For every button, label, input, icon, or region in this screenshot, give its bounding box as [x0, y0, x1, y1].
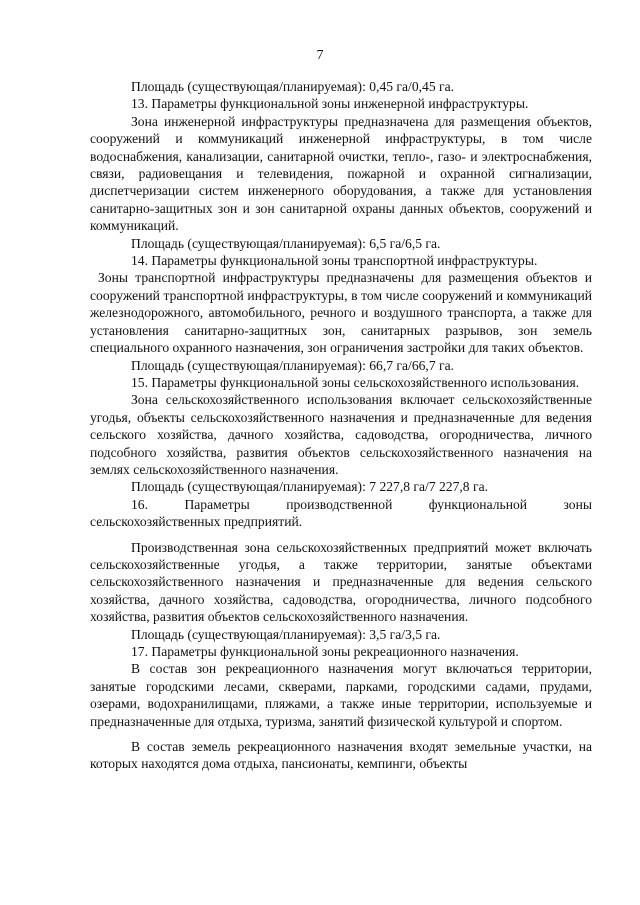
engineering-zone-paragraph: Зона инженерной инфраструктуры предназначена для размещения объектов, сооружений и коммуникаций инженерной инфраструктуры, в том числе водоснабжения, канализации, санитарной очистки, тепло-, газо- и электроснабжения, связи, радиовещания и телевидения, пожарной и охранной сигнализации, диспетчеризации систем инженерного оборудования, а также для установления санитарно-защитных зон и зон санитарной охраны данных объектов, сооружений и коммуникаций.	[90, 113, 592, 234]
page-number: 7	[316, 47, 324, 62]
production-zone-paragraph: Производственная зона сельскохозяйственных предприятий может включать сельскохозяйственные угодья, а также территории, занятые объектами сельскохозяйственного назначения и предназначенные для ведения сельского хозяйства, дачного хозяйства, садоводства, огородничества, личного подсобного хозяйства, развития объектов сельскохозяйственного назначения.	[90, 539, 592, 625]
recreation-lands-paragraph: В состав земель рекреационного назначения входят земельные участки, на которых находятся дома отдыха, пансионаты, кемпинги, объекты	[90, 739, 592, 772]
area-paragraph-12: Площадь (существующая/планируемая): 0,45 га/0,45 га.	[131, 79, 455, 94]
section-heading-17: 17. Параметры функциональной зоны рекреационного назначения.	[131, 644, 519, 659]
section-heading-16: 16. Параметры производственной функциональной зоны сельскохозяйственных предприятий.	[90, 496, 592, 530]
recreation-zone-paragraph: В состав зон рекреационного назначения могут включаться территории, занятые городскими лесами, скверами, парками, городскими садами, прудами, озерами, водохранилищами, пляжами, а также иные территории, используемые и предназначенные для отдыха, туризма, занятий физической культурой и спортом.	[90, 661, 592, 729]
document-body	[90, 78, 592, 773]
agricultural-zone-paragraph: Зона сельскохозяйственного использования включает сельскохозяйственные угодья, объекты сельскохозяйственного назначения и предназначенные для ведения сельского хозяйства, дачного хозяйства, садоводства, огородничества, личного подсобного хозяйства, развития объектов сельскохозяйственного назначения на землях сельскохозяйственного назначения.	[90, 392, 592, 477]
area-paragraph-13: Площадь (существующая/планируемая): 6,5 га/6,5 га.	[131, 235, 441, 251]
area-paragraph-14: Площадь (существующая/планируемая): 66,7 га/66,7 га.	[131, 357, 455, 373]
area-paragraph-16: Площадь (существующая/планируемая): 3,5 га/3,5 га.	[131, 626, 441, 642]
area-paragraph-15: Площадь (существующая/планируемая): 7 227,8 га/7 227,8 га.	[131, 479, 489, 495]
section-heading-15: 15. Параметры функциональной зоны сельскохозяйственного использования.	[131, 374, 580, 390]
section-heading-14: 14. Параметры функциональной зоны транспортной инфраструктуры.	[131, 253, 538, 269]
transport-zone-paragraph: Зоны транспортной инфраструктуры предназначены для размещения объектов и сооружений транспортной инфраструктуры, в том числе сооружений и коммуникаций железнодорожного, автомобильного, речного и воздушного транспорта, а также для установления санитарно-защитных зон, санитарных разрывов, зон земель специального охранного назначения, зон ограничения застройки для таких объектов.	[90, 270, 592, 356]
section-heading-13: 13. Параметры функциональной зоны инженерной инфраструктуры.	[131, 96, 529, 112]
